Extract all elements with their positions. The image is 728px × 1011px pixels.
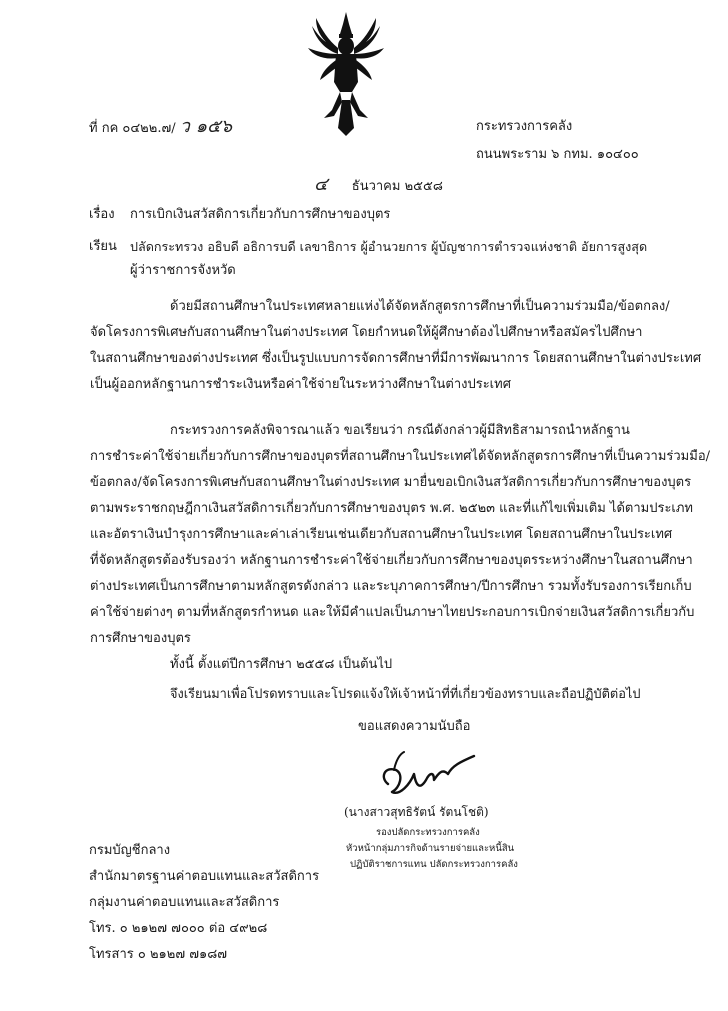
paragraph-line: จัดโครงการพิเศษกับสถานศึกษาในต่างประเทศ โดยกำหนดให้ผู้ศึกษาต้องไปศึกษาหรือสมัครไปศึกษา (90, 325, 643, 340)
recipient-label: เรียน (89, 239, 117, 254)
footer-fax: โทรสาร ๐ ๒๑๒๗ ๗๑๘๗ (89, 947, 228, 962)
reference-printed: ที่ กค ๐๔๒๒.๗/ (89, 121, 176, 136)
footer-bureau: สำนักมาตรฐานค่าตอบแทนและสวัสดิการ (89, 869, 320, 884)
closing-regards: ขอแสดงความนับถือ (358, 719, 471, 734)
paragraph-line: เป็นผู้ออกหลักฐานการชำระเงินหรือค่าใช้จ่ายในระหว่างศึกษาในต่างประเทศ (90, 377, 511, 392)
reference-number (89, 118, 232, 137)
paragraph-line: ด้วยมีสถานศึกษาในประเทศหลายแห่งได้จัดหลักสูตรการศึกษาที่เป็นความร่วมมือ/ข้อตกลง/ (170, 299, 670, 314)
paragraph-line: และอัตราเงินบำรุงการศึกษาและค่าเล่าเรียนเช่นเดียวกับสถานศึกษาในประเทศ โดยสถานศึกษาในประเทศ (90, 527, 673, 542)
paragraph-line: ต่างประเทศเป็นการศึกษาตามหลักสูตรดังกล่าว และระบุภาคการศึกษา/ปีการศึกษา รวมทั้งรับรองการเรียกเก็บ (90, 579, 692, 594)
recipient-line-2: ผู้ว่าราชการจังหวัด (130, 263, 236, 278)
paragraph-line: ตามพระราชกฤษฎีกาเงินสวัสดิการเกี่ยวกับการศึกษาของบุตร พ.ศ. ๒๕๒๓ และที่แก้ไขเพิ่มเติม ได้ตามประเภท (90, 501, 694, 516)
handwritten-signature (374, 744, 484, 806)
paragraph-line: ข้อตกลง/จัดโครงการพิเศษกับสถานศึกษาในต่างประเทศ มายื่นขอเบิกเงินสวัสดิการเกี่ยวกับการศึกษาของบุตร (90, 475, 692, 490)
signer-name: (นางสาวสุทธิรัตน์ รัตนโชติ) (344, 805, 489, 819)
subject-text: การเบิกเงินสวัสดิการเกี่ยวกับการศึกษาของบุตร (130, 207, 391, 222)
paragraph-line: ในสถานศึกษาของต่างประเทศ ซึ่งเป็นรูปแบบการจัดการศึกษาที่มีการพัฒนาการ โดยสถานศึกษาในต่างประเทศ (90, 351, 702, 366)
garuda-emblem (308, 10, 384, 138)
footer-phone: โทร. ๐ ๒๑๒๗ ๗๐๐๐ ต่อ ๔๙๒๘ (89, 921, 268, 936)
ministry-address: ถนนพระราม ๖ กทม. ๑๐๔๐๐ (476, 147, 639, 162)
paragraph-line: ค่าใช้จ่ายต่างๆ ตามที่หลักสูตรกำหนด และให้มีคำแปลเป็นภาษาไทยประกอบการเบิกจ่ายเงินสวัสดิการเกี่ยวกับ (90, 605, 695, 620)
recipient-line-1: ปลัดกระทรวง อธิบดี อธิการบดี เลขาธิการ ผู้อำนวยการ ผู้บัญชาการตำรวจแห่งชาติ อัยการสูงสุด (130, 239, 648, 254)
ministry-name: กระทรวงการคลัง (476, 119, 573, 134)
footer-department: กรมบัญชีกลาง (89, 843, 171, 858)
paragraph-line: ที่จัดหลักสูตรต้องรับรองว่า หลักฐานการชำระค่าใช้จ่ายเกี่ยวกับการศึกษาของบุตรระหว่างศึกษาในสถานศึกษา (90, 553, 693, 568)
subject-label: เรื่อง (89, 207, 115, 222)
body-paragraph-3: ทั้งนี้ ตั้งแต่ปีการศึกษา ๒๕๕๘ เป็นต้นไป (170, 657, 393, 672)
signer-title-1: รองปลัดกระทรวงการคลัง (376, 827, 480, 838)
signer-title-3: ปฏิบัติราชการแทน ปลัดกระทรวงการคลัง (350, 859, 518, 870)
date-month-year: ธันวาคม ๒๕๕๘ (351, 179, 443, 194)
body-paragraph-2 (90, 418, 711, 652)
reference-handwritten: ว ๑๕๖ (179, 116, 233, 137)
paragraph-line: การศึกษาของบุตร (90, 631, 191, 646)
paragraph-line: การชำระค่าใช้จ่ายเกี่ยวกับการศึกษาของบุตรที่สถานศึกษาในประเทศได้จัดหลักสูตรการศึกษาที่เป็นความร่วมมือ/ (90, 449, 711, 464)
letter-date (314, 176, 443, 195)
signer-title-2: หัวหน้ากลุ่มภารกิจด้านรายจ่ายและหนี้สิน (346, 843, 515, 854)
date-day-handwritten: ๔ (314, 174, 328, 195)
paragraph-line: กระทรวงการคลังพิจารณาแล้ว ขอเรียนว่า กรณีดังกล่าวผู้มีสิทธิสามารถนำหลักฐาน (170, 423, 630, 438)
body-paragraph-1 (90, 294, 702, 398)
footer-group: กลุ่มงานค่าตอบแทนและสวัสดิการ (89, 895, 280, 910)
body-paragraph-4: จึงเรียนมาเพื่อโปรดทราบและโปรดแจ้งให้เจ้าหน้าที่ที่เกี่ยวข้องทราบและถือปฏิบัติต่อไป (170, 687, 641, 702)
